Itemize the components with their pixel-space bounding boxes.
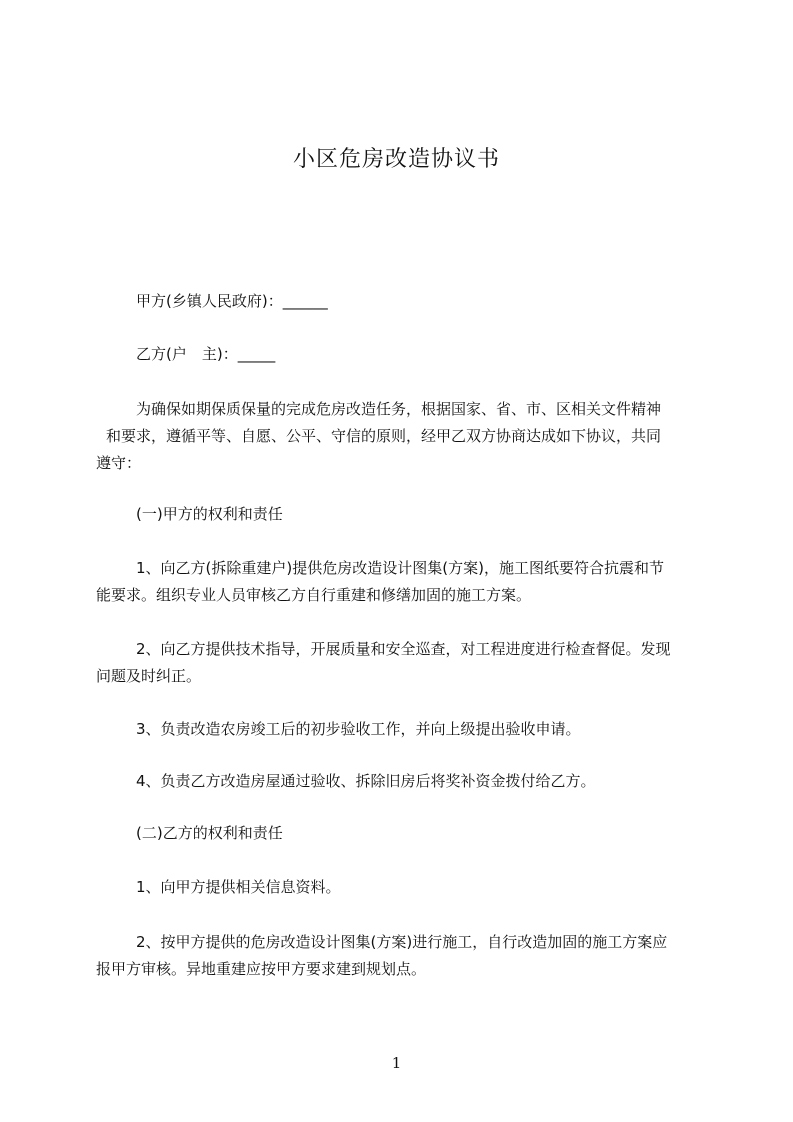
- page-number: 1: [391, 1054, 402, 1072]
- clause-b1: 1、向甲方提供相关信息资料。: [136, 878, 341, 896]
- clause-a1-line-2: 能要求。组织专业人员审核乙方自行重建和修缮加固的施工方案。: [96, 586, 532, 604]
- clause-a1-line-1: 1、向乙方(拆除重建户)提供危房改造设计图集(方案)，施工图纸要符合抗震和节: [136, 559, 664, 577]
- clause-a1: [96, 555, 716, 609]
- intro-line-2: 和要求，遵循平等、自愿、公平、守信的原则，经甲乙双方协商达成如下协议，共同: [106, 427, 662, 445]
- section-a-heading: (一)甲方的权利和责任: [136, 505, 283, 523]
- clause-a2-line-1: 2、向乙方提供技术指导，开展质量和安全巡查，对工程进度进行检查督促。发现: [136, 640, 671, 658]
- document-title: 小区危房改造协议书: [292, 147, 500, 172]
- intro-line-1: 为确保如期保质保量的完成危房改造任务，根据国家、省、市、区相关文件精神: [136, 400, 662, 418]
- clause-a4: 4、负责乙方改造房屋通过验收、拆除旧房后将奖补资金拨付给乙方。: [136, 772, 596, 790]
- clause-b2-line-1: 2、按甲方提供的危房改造设计图集(方案)进行施工，自行改造加固的施工方案应: [136, 933, 668, 951]
- clause-a2-line-2: 问题及时纠正。: [96, 667, 202, 685]
- section-b-heading: (二)乙方的权利和责任: [136, 824, 283, 842]
- clause-b2: [96, 929, 716, 983]
- clause-a3: 3、负责改造农房竣工后的初步验收工作，并向上级提出验收申请。: [136, 720, 581, 738]
- clause-b2-line-2: 报甲方审核。异地重建应按甲方要求建到规划点。: [96, 960, 427, 978]
- intro-line-3: 遵守：: [96, 454, 142, 472]
- party-a-line: 甲方(乡镇人民政府)：______: [136, 292, 328, 310]
- intro-paragraph: [96, 396, 716, 477]
- clause-a2: [96, 636, 716, 690]
- party-b-line: 乙方(户 主)：_____: [136, 345, 276, 363]
